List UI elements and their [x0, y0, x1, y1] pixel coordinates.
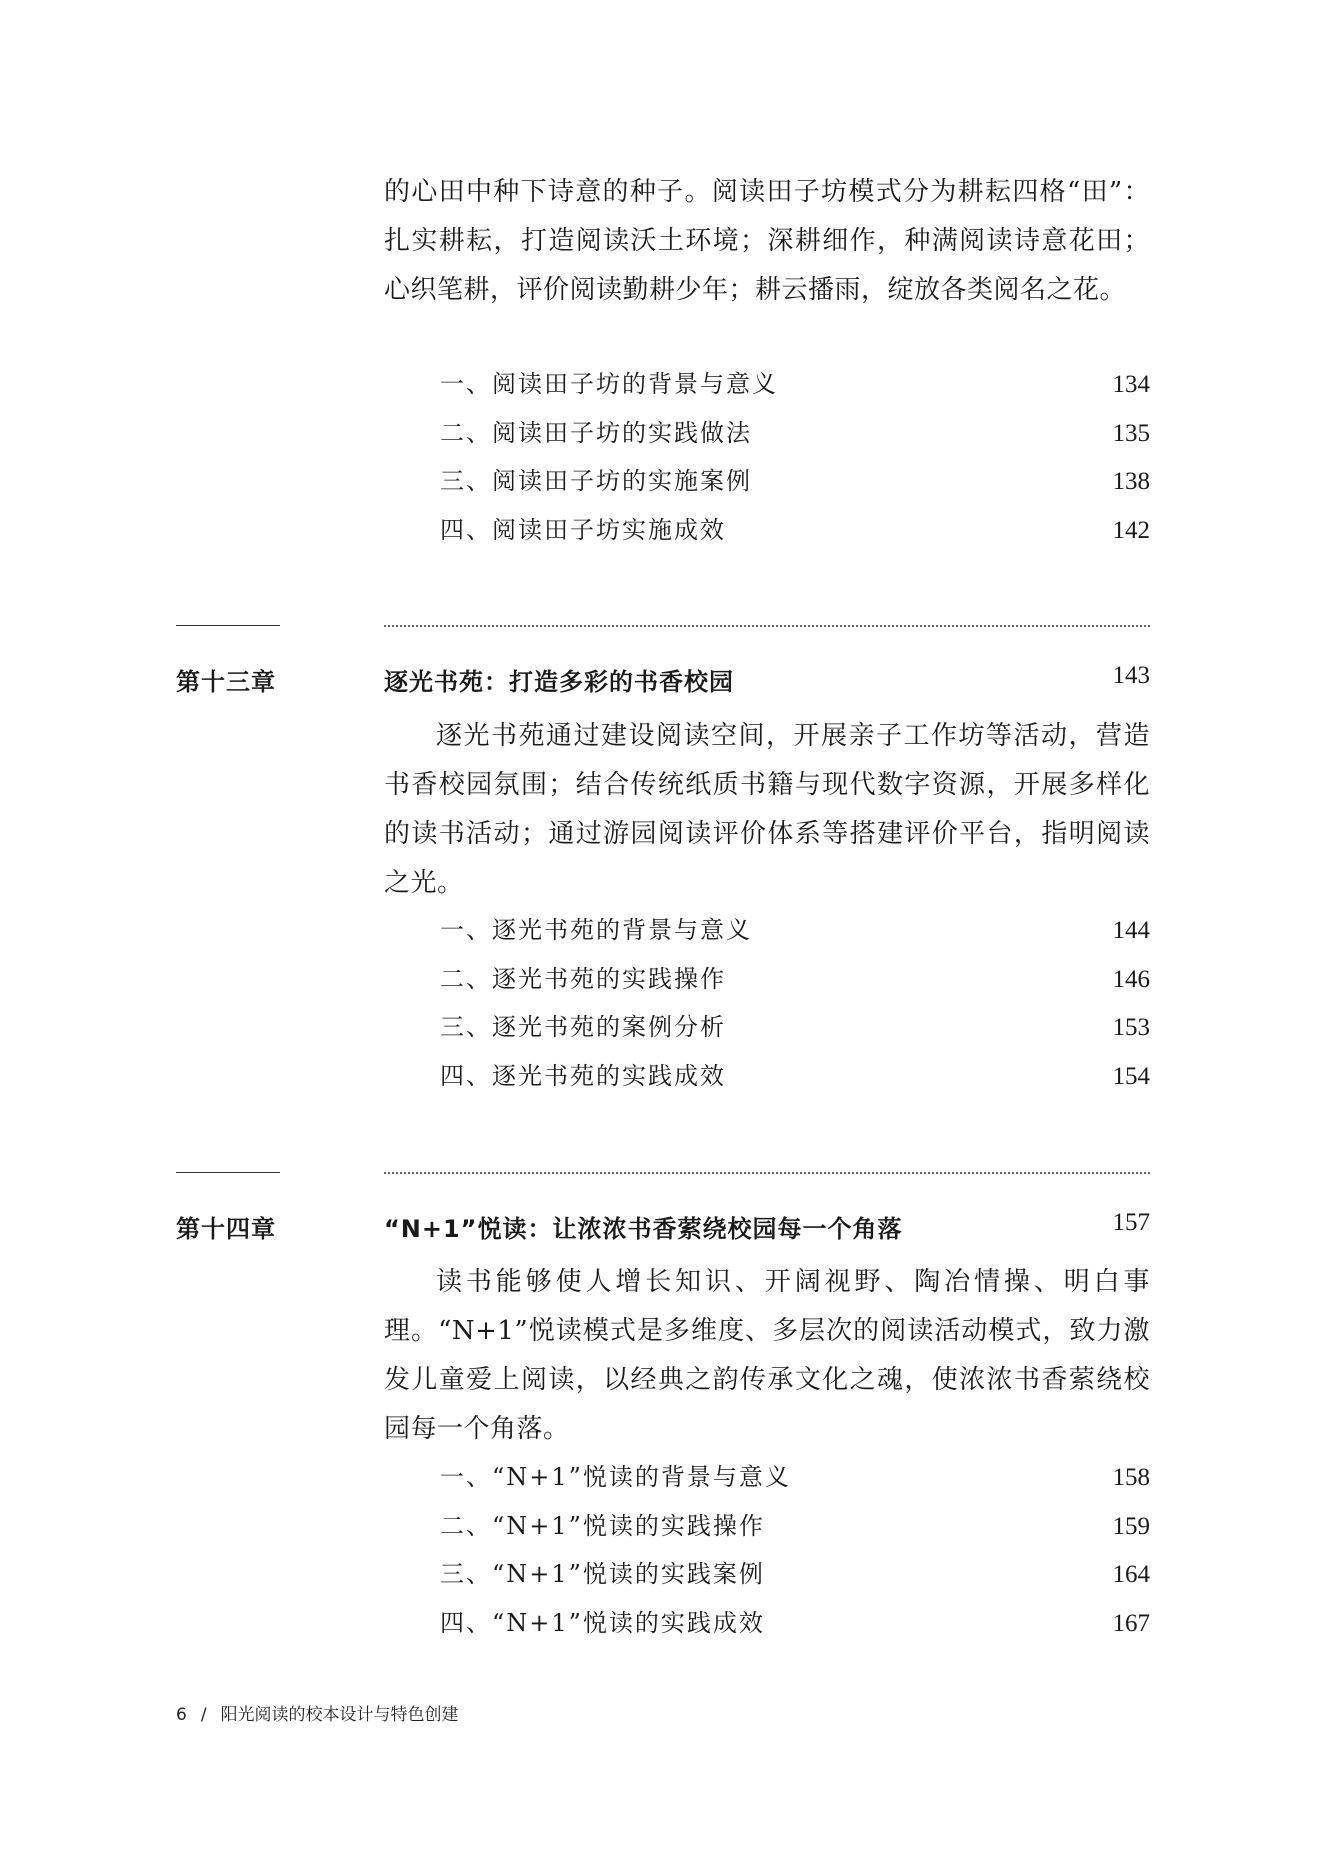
toc-entry-page: 167	[1112, 1609, 1150, 1637]
chapter-divider-solid	[176, 625, 280, 626]
chapter-label: 第十四章	[176, 1215, 276, 1243]
toc-entry-title: 三、逐光书苑的案例分析	[440, 1013, 726, 1041]
toc-entry[interactable]	[440, 461, 1150, 510]
toc-entry-title: 四、逐光书苑的实践成效	[440, 1061, 726, 1090]
toc-entry[interactable]	[440, 413, 1150, 462]
chapter-divider-solid	[176, 1172, 280, 1173]
chapter-summary: 逐光书苑通过建设阅读空间，开展亲子工作坊等活动，营造书香校园氛围；结合传统纸质书籍与现代数字资源，开展多样化的读书活动；通过游园阅读评价体系等搭建评价平台，指明阅读之光。	[384, 721, 1150, 898]
toc-entry-title: 二、“N+1”悦读的实践操作	[440, 1511, 765, 1540]
intro-toc	[440, 364, 1150, 558]
toc-entry[interactable]	[440, 364, 1150, 413]
chapter-divider-dotted	[384, 1172, 1150, 1174]
toc-entry-page: 134	[1112, 371, 1150, 398]
toc-entry[interactable]	[440, 959, 1150, 1008]
toc-entry-page: 135	[1112, 419, 1150, 447]
toc-entry-page: 164	[1112, 1561, 1150, 1588]
toc-entry-title: 二、阅读田子坊的实践做法	[440, 418, 752, 447]
toc-entry[interactable]	[440, 1554, 1150, 1603]
toc-entry[interactable]	[440, 1007, 1150, 1056]
toc-entry-title: 四、“N+1”悦读的实践成效	[440, 1608, 765, 1637]
toc-entry-page: 153	[1112, 1014, 1150, 1041]
toc-entry-title: 一、逐光书苑的背景与意义	[440, 916, 752, 944]
chapter-title[interactable]: “N+1”悦读：让浓浓书香萦绕校园每一个角落	[384, 1215, 903, 1243]
toc-entry-page: 146	[1112, 965, 1150, 993]
toc-entry[interactable]	[440, 1506, 1150, 1555]
toc-entry[interactable]	[440, 1603, 1150, 1652]
chapter-divider-dotted	[384, 625, 1150, 627]
toc-entry-title: 一、“N+1”悦读的背景与意义	[440, 1463, 791, 1491]
toc-entry[interactable]	[440, 1457, 1150, 1506]
chapter-toc	[440, 910, 1150, 1104]
chapter-page-number: 143	[1112, 662, 1150, 689]
toc-entry-title: 三、“N+1”悦读的实践案例	[440, 1560, 765, 1588]
footer-page-number: 6	[176, 1705, 187, 1725]
toc-entry-page: 159	[1112, 1512, 1150, 1540]
chapter-title[interactable]: 逐光书苑：打造多彩的书香校园	[384, 668, 734, 696]
footer-book-title: 阳光阅读的校本设计与特色创建	[220, 1705, 459, 1725]
toc-entry-page: 138	[1112, 468, 1150, 495]
chapter-page-number: 157	[1112, 1209, 1150, 1236]
intro-paragraph: 的心田中种下诗意的种子。阅读田子坊模式分为耕耘四格“田”：扎实耕耘，打造阅读沃土环境；深耕细作，种满阅读诗意花田；心织笔耕，评价阅读勤耕少年；耕云播雨，绽放各类阅名之花。	[384, 177, 1150, 305]
toc-entry-page: 158	[1112, 1464, 1150, 1491]
toc-entry[interactable]	[440, 510, 1150, 559]
chapter-summary: 读书能够使人增长知识、开阔视野、陶冶情操、明白事理。“N+1”悦读模式是多维度、多层次的阅读活动模式，致力激发儿童爱上阅读，以经典之韵传承文化之魂，使浓浓书香萦绕校园每一个角落。	[384, 1267, 1150, 1444]
chapter-label: 第十三章	[176, 668, 276, 696]
toc-entry-page: 154	[1112, 1062, 1150, 1090]
toc-entry-page: 142	[1112, 516, 1150, 544]
toc-entry-title: 二、逐光书苑的实践操作	[440, 964, 726, 993]
toc-entry-title: 三、阅读田子坊的实施案例	[440, 467, 752, 495]
toc-entry-title: 四、阅读田子坊实施成效	[440, 515, 726, 544]
toc-entry-title: 一、阅读田子坊的背景与意义	[440, 370, 778, 398]
chapter-toc	[440, 1457, 1150, 1651]
page-footer	[176, 1700, 459, 1725]
toc-entry[interactable]	[440, 1056, 1150, 1105]
toc-entry-page: 144	[1112, 917, 1150, 944]
footer-separator: /	[200, 1705, 207, 1725]
toc-entry[interactable]	[440, 910, 1150, 959]
